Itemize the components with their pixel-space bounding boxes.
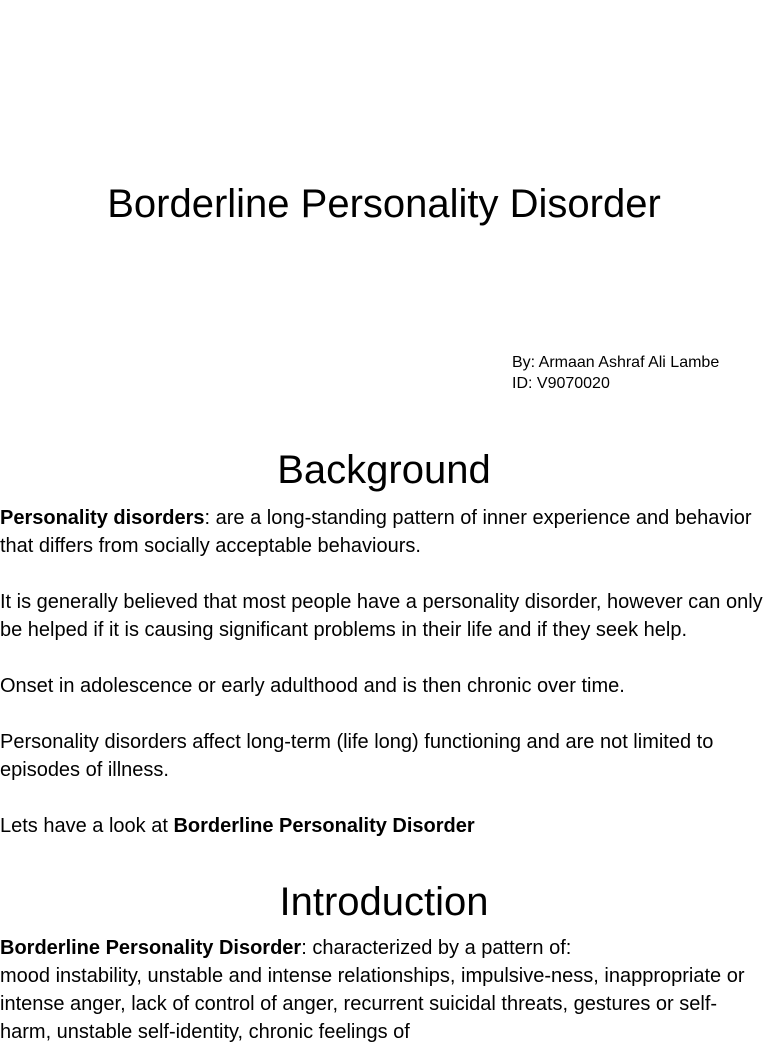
term-bpd-intro: Borderline Personality Disorder [0,937,302,959]
title-slide [0,0,768,432]
byline [512,352,719,394]
term-personality-disorders: Personality disorders [0,507,205,529]
paragraph-belief: It is generally believed that most people have a personality disorder, however can only be helped if it is causing significant problems in their life and if they seek help. [0,591,763,641]
symptom-list: mood instability, unstable and intense relationships, impulsive-ness, inappropriate or intense anger, lack of control of anger, recurrent suicidal threats, gestures or self-harm, unstable self-identity, chronic feelings of [0,965,745,1043]
background-heading: Background [277,448,491,492]
presentation-title: Borderline Personality Disorder [107,182,661,226]
introduction-body [0,934,766,1046]
characterization-text: : characterized by a pattern of: [301,937,572,959]
background-slide [0,432,768,864]
background-body [0,504,766,840]
paragraph-lead-in [0,812,766,840]
id-line: ID: V9070020 [512,375,610,392]
introduction-slide [0,864,768,1043]
definition-text: : are a long-standing pattern of inner experience and behavior that differs from socially acceptable behaviours. [0,507,752,557]
term-bpd: Borderline Personality Disorder [173,815,475,837]
paragraph-onset: Onset in adolescence or early adulthood and is then chronic over time. [0,675,625,697]
paragraph-characterization [0,934,766,1046]
author-line: By: Armaan Ashraf Ali Lambe [512,354,720,371]
paragraph-functioning: Personality disorders affect long-term (life long) functioning and are not limited to episodes of illness. [0,731,714,781]
lead-in-text: Lets have a look at [0,815,174,837]
introduction-heading: Introduction [279,880,489,924]
paragraph-definition [0,504,766,560]
